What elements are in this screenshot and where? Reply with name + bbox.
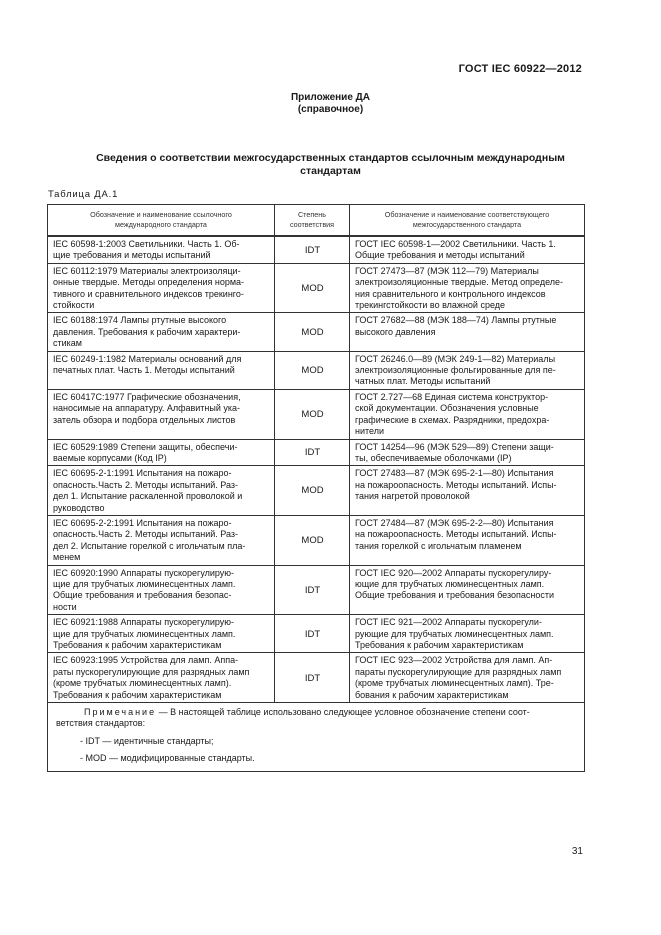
interstate-standard-cell bbox=[350, 313, 585, 351]
degree-cell: MOD bbox=[275, 389, 350, 439]
international-standard-line: IEC 60249-1:1982 Материалы оснований для bbox=[53, 353, 242, 364]
international-standard-line: опасность.Часть 2. Методы испытаний. Раз- bbox=[53, 529, 239, 540]
international-standard-cell bbox=[48, 515, 275, 565]
table-row bbox=[48, 466, 585, 516]
interstate-standard-line: (кроме трубчатых люминесцентных ламп). Тре- bbox=[355, 678, 554, 689]
interstate-standard-line: тания горелкой с игольчатым пламенем bbox=[355, 540, 522, 551]
degree-cell: IDT bbox=[275, 439, 350, 466]
table-row bbox=[48, 515, 585, 565]
table-row bbox=[48, 236, 585, 263]
international-standard-cell bbox=[48, 236, 275, 263]
interstate-standard-line: Требования к рабочим характеристикам bbox=[355, 640, 524, 650]
table-row bbox=[48, 439, 585, 466]
international-standard-line: онные твердые. Методы определения норма- bbox=[53, 277, 245, 288]
interstate-standard-line: ГОСТ 14254—96 (МЭК 529—89) Степени защи- bbox=[355, 441, 554, 452]
international-standard-line: стойкости bbox=[53, 300, 95, 311]
interstate-standard-line: ГОСТ 26246.0—89 (МЭК 249-1—82) Материалы bbox=[355, 353, 556, 364]
international-standard-line: IEC 60920:1990 Аппараты пускорегулирую- bbox=[53, 567, 235, 578]
international-standard-line: раты пускорегулирующие для разрядных ламп bbox=[53, 666, 250, 677]
interstate-standard-cell bbox=[350, 236, 585, 263]
degree-cell: MOD bbox=[275, 351, 350, 389]
international-standard-line: затель обзора и подбора отдельных листов bbox=[53, 414, 236, 425]
note-text-continued: ветствия стандартов: bbox=[56, 718, 146, 729]
international-standard-cell bbox=[48, 351, 275, 389]
table-row bbox=[48, 615, 585, 653]
degree-cell: IDT bbox=[275, 236, 350, 263]
international-standard-line: давления. Требования к рабочим характери- bbox=[53, 326, 241, 337]
document-title-line-2: стандартам bbox=[300, 164, 361, 177]
interstate-standard-line: электроизоляционные твердые. Метод определе- bbox=[355, 277, 564, 288]
table-row bbox=[48, 351, 585, 389]
interstate-standard-line: ГОСТ 27473—87 (МЭК 112—79) Материалы bbox=[355, 265, 539, 276]
interstate-standard-cell bbox=[350, 653, 585, 703]
interstate-standard-line: графические в схемах. Разрядники, предохра- bbox=[355, 414, 550, 425]
interstate-standard-line: ГОСТ IEC 923—2002 Устройства для ламп. Ап- bbox=[355, 655, 553, 666]
interstate-standard-line: ГОСТ 2.727—68 Единая система конструктор- bbox=[355, 391, 549, 402]
degree-cell: MOD bbox=[275, 515, 350, 565]
international-standard-line: IEC 60921:1988 Аппараты пускорегулирую- bbox=[53, 617, 235, 628]
international-standard-cell bbox=[48, 389, 275, 439]
header-international-standard: Обозначение и наименование ссылочного международного стандарта bbox=[48, 205, 275, 237]
interstate-standard-cell bbox=[350, 615, 585, 653]
international-standard-cell bbox=[48, 263, 275, 313]
interstate-standard-line: ГОСТ 27484—87 (МЭК 695-2-2—80) Испытания bbox=[355, 517, 554, 528]
interstate-standard-line: ГОСТ 27483—87 (МЭК 695-2-1—80) Испытания bbox=[355, 468, 554, 479]
note-item-mod: - MOD — модифицированные стандарты. bbox=[80, 753, 255, 764]
international-standard-cell bbox=[48, 439, 275, 466]
interstate-standard-line: нители bbox=[355, 426, 385, 437]
interstate-standard-line: рующие для трубчатых люминесцентных ламп. bbox=[355, 628, 554, 639]
international-standard-line: тивного и сравнительного индексов трекинго- bbox=[53, 288, 244, 299]
header-degree: Степень соответствия bbox=[275, 205, 350, 237]
international-standard-line: IEC 60188:1974 Лампы ртутные высокого bbox=[53, 315, 227, 326]
international-standard-line: IEC 60112:1979 Материалы электроизоляци- bbox=[53, 265, 241, 276]
interstate-standard-line: на пожароопасность. Методы испытаний. Испы- bbox=[355, 529, 557, 540]
international-standard-line: IEC 60598-1:2003 Светильники. Часть 1. Об- bbox=[53, 239, 240, 249]
interstate-standard-line: Общие требования и методы испытаний bbox=[355, 250, 525, 261]
interstate-standard-cell bbox=[350, 466, 585, 516]
international-standard-line: дел 2. Испытание горелкой с игольчатым пла- bbox=[53, 540, 246, 551]
international-standard-line: дел 1. Испытание раскаленной проволокой и bbox=[53, 491, 243, 502]
interstate-standard-cell bbox=[350, 351, 585, 389]
interstate-standard-line: ющие для трубчатых люминесцентных ламп. bbox=[355, 578, 545, 589]
note-prefix: Примечание bbox=[84, 707, 157, 718]
international-standard-line: ваемые корпусами (Код IP) bbox=[53, 452, 167, 463]
table-row bbox=[48, 653, 585, 703]
degree-cell: IDT bbox=[275, 565, 350, 615]
interstate-standard-line: ГОСТ IEC 920—2002 Аппараты пускорегулиру- bbox=[355, 567, 552, 578]
document-title-line-1: Сведения о соответствии межгосударственных стандартов ссылочным международным bbox=[96, 152, 565, 164]
interstate-standard-line: тания нагретой проволокой bbox=[355, 491, 470, 502]
international-standard-cell bbox=[48, 466, 275, 516]
international-standard-cell bbox=[48, 313, 275, 351]
appendix-title: Приложение ДА bbox=[290, 92, 371, 103]
interstate-standard-line: чатных плат. Методы испытаний bbox=[355, 376, 491, 387]
interstate-standard-line: ГОСТ 27682—88 (МЭК 188—74) Лампы ртутные bbox=[355, 315, 557, 326]
international-standard-line: IEC 60417C:1977 Графические обозначения, bbox=[53, 391, 241, 402]
interstate-standard-cell bbox=[350, 515, 585, 565]
appendix-subtitle: (справочное) bbox=[297, 104, 364, 115]
page-number: 31 bbox=[571, 846, 583, 857]
international-standard-line: печатных плат. Часть 1. Методы испытаний bbox=[53, 365, 235, 376]
table-row bbox=[48, 389, 585, 439]
table-label: Таблица ДА.1 bbox=[48, 189, 119, 200]
note-row bbox=[48, 703, 585, 772]
international-standard-line: щие для трубчатых люминесцентных ламп. bbox=[53, 578, 236, 589]
interstate-standard-line: ГОСТ IEC 921—2002 Аппараты пускорегули- bbox=[355, 617, 542, 628]
degree-cell: MOD bbox=[275, 466, 350, 516]
table-row bbox=[48, 263, 585, 313]
interstate-standard-cell bbox=[350, 565, 585, 615]
interstate-standard-line: Общие требования и требования безопасности bbox=[355, 590, 555, 601]
interstate-standard-line: трекингстойкости во влажной среде bbox=[355, 300, 506, 311]
interstate-standard-line: ГОСТ IEC 60598-1—2002 Светильники. Часть 1. bbox=[355, 239, 556, 249]
interstate-standard-line: высокого давления bbox=[355, 326, 436, 337]
international-standard-line: менем bbox=[53, 552, 81, 563]
international-standard-cell bbox=[48, 653, 275, 703]
interstate-standard-cell bbox=[350, 263, 585, 313]
international-standard-line: наносимые на аппаратуру. Алфавитный ука- bbox=[53, 403, 241, 414]
table-row bbox=[48, 313, 585, 351]
degree-cell: IDT bbox=[275, 615, 350, 653]
international-standard-line: щие для трубчатых люминесцентных ламп. bbox=[53, 628, 236, 639]
degree-cell: MOD bbox=[275, 313, 350, 351]
interstate-standard-line: ты, обеспечиваемые оболочками (IP) bbox=[355, 452, 512, 463]
international-standard-line: IEC 60695-2-2:1991 Испытания на пожаро- bbox=[53, 517, 232, 528]
international-standard-cell bbox=[48, 565, 275, 615]
international-standard-line: Требования к рабочим характеристикам bbox=[53, 689, 222, 700]
international-standard-line: опасность.Часть 2. Методы испытаний. Раз- bbox=[53, 479, 239, 490]
international-standard-line: руководство bbox=[53, 502, 105, 513]
interstate-standard-line: параты пускорегулирующие для разрядных ламп bbox=[355, 666, 562, 677]
interstate-standard-line: бования к рабочим характеристикам bbox=[355, 689, 509, 700]
table-note bbox=[48, 703, 585, 772]
international-standard-cell bbox=[48, 615, 275, 653]
international-standard-line: стикам bbox=[53, 338, 82, 349]
interstate-standard-line: ния сравнительного и контрольного индексов bbox=[355, 288, 546, 299]
interstate-standard-cell bbox=[350, 389, 585, 439]
international-standard-line: Требования к рабочим характеристикам bbox=[53, 640, 222, 650]
table-header-row bbox=[48, 205, 585, 237]
international-standard-line: Общие требования и требования безопас- bbox=[53, 590, 232, 601]
appendix-heading bbox=[0, 92, 661, 116]
international-standard-line: (кроме трубчатых люминесцентных ламп). bbox=[53, 678, 232, 689]
interstate-standard-line: на пожароопасность. Методы испытаний. Испы- bbox=[355, 479, 557, 490]
degree-cell: IDT bbox=[275, 653, 350, 703]
international-standard-line: ности bbox=[53, 601, 77, 612]
standard-number: ГОСТ IEC 60922—2012 bbox=[458, 63, 582, 75]
interstate-standard-line: ской документации. Обозначения условные bbox=[355, 403, 539, 414]
table-body bbox=[48, 236, 585, 771]
international-standard-line: IEC 60529:1989 Степени защиты, обеспечи- bbox=[53, 441, 238, 452]
note-item-idt: - IDT — идентичные стандарты; bbox=[80, 735, 214, 746]
degree-cell: MOD bbox=[275, 263, 350, 313]
note-text: — В настоящей таблице использовано следующее условное обозначение степени соот- bbox=[156, 707, 530, 718]
international-standard-line: IEC 60695-2-1:1991 Испытания на пожаро- bbox=[53, 468, 232, 479]
header-interstate-standard: Обозначение и наименование соответствующего межгосударственного стандарта bbox=[350, 205, 585, 237]
document-title bbox=[48, 152, 613, 177]
international-standard-line: IEC 60923:1995 Устройства для ламп. Аппа- bbox=[53, 655, 239, 666]
interstate-standard-line: электроизоляционные фольгированные для пе- bbox=[355, 365, 556, 376]
international-standard-line: щие требования и методы испытаний bbox=[53, 250, 211, 261]
table-row bbox=[48, 565, 585, 615]
interstate-standard-cell bbox=[350, 439, 585, 466]
correspondence-table bbox=[47, 204, 585, 772]
